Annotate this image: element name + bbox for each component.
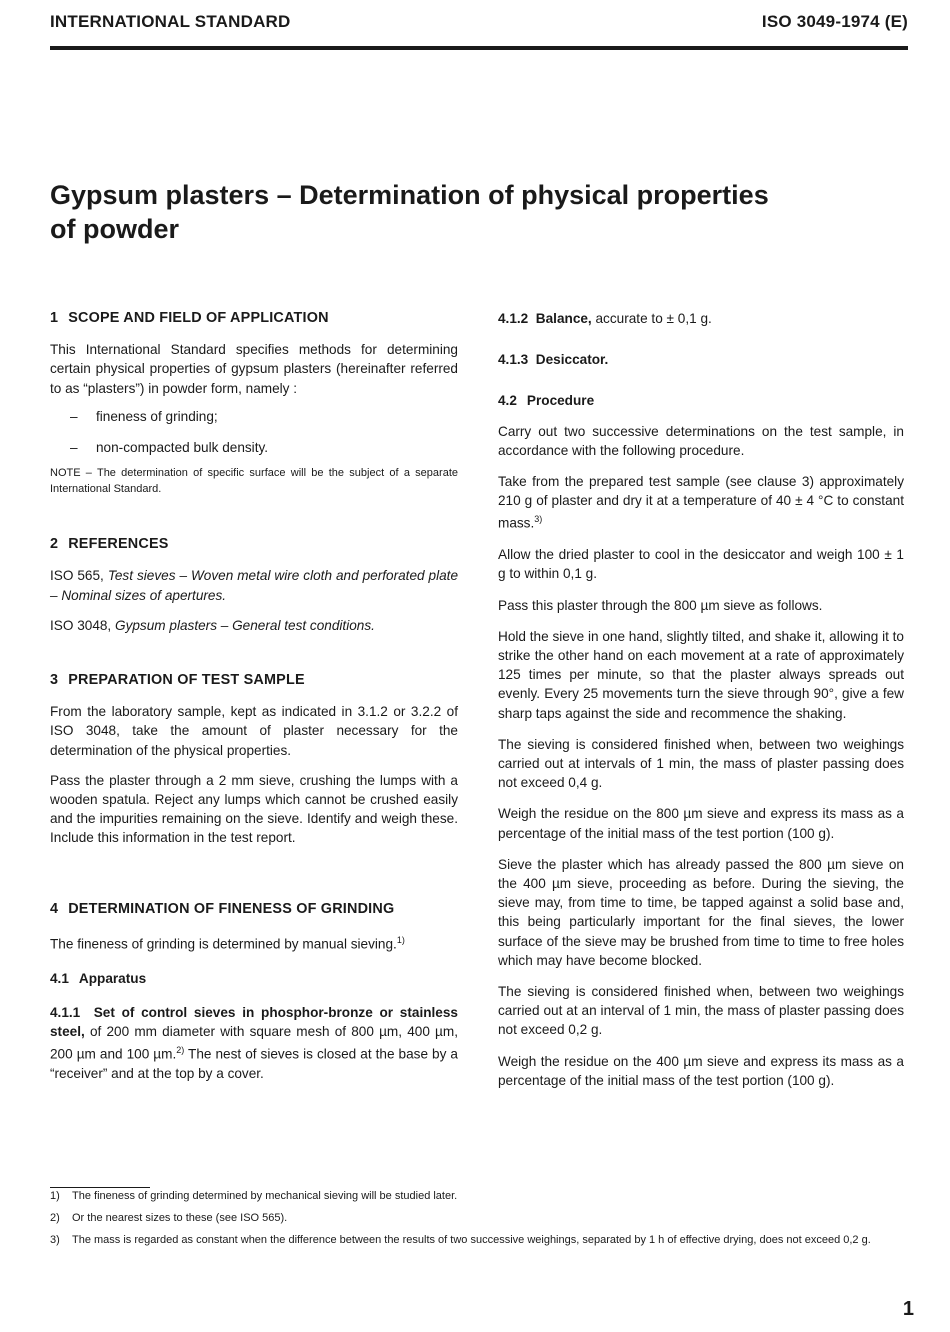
- page-title: [50, 178, 890, 246]
- procedure-paragraph-hold: Hold the sieve in one hand, slightly tilted, and shake it, allowing it to strike the other hand on each movement at a rate of approximately 125 times per minute, so that the plaster always spreads out evenly. Every 25 movements turn the sieve through 90°, give a few sharp taps against the side and recommence the shaking.: [498, 628, 904, 721]
- footnote: 1) The fineness of grinding determined by mechanical sieving will be studied later.: [50, 1190, 458, 1202]
- reference-iso-3048: ISO 3048, Gypsum plasters – General test conditions.: [50, 617, 375, 633]
- list-item: – non-compacted bulk density.: [50, 438, 458, 457]
- page-number: 1: [902, 1298, 914, 1320]
- procedure-paragraph-weigh-2: Weigh the residue on the 400 µm sieve and express its mass as a percentage of the initial mass of the test portion (100 g).: [498, 1053, 904, 1088]
- procedure-paragraph-sieving-1: The sieving is considered finished when, between two weighings carried out at intervals of 1 min, the mass of plaster passing does not exceed 0,4 g.: [498, 736, 904, 791]
- title-line-2: of powder: [50, 214, 179, 244]
- footnote-ref-2: 2): [176, 1045, 185, 1056]
- footnotes: [50, 1189, 906, 1255]
- section-4-1-3-paragraph: 4.1.3 Desiccator.: [498, 352, 609, 368]
- reference-iso-565: ISO 565, Test sieves – Woven metal wire cloth and perforated plate – Nominal sizes of apertures.: [50, 568, 459, 603]
- procedure-paragraph-allow: Allow the dried plaster to cool in the desiccator and weigh 100 ± 1 g to within 0,1 g.: [498, 547, 904, 582]
- section-4-1-1-heading: Set of control sieves in phosphor-bronze or stainless steel,: [50, 1004, 458, 1039]
- procedure-paragraph-pass: Pass this plaster through the 800 µm sieve as follows.: [498, 597, 823, 613]
- procedure-paragraph-sieving-2: The sieving is considered finished when, between two weighings carried out at an interval of 1 min, the mass of plaster passing does not exceed 0,2 g.: [498, 984, 904, 1038]
- section-3-paragraph-2: Pass the plaster through a 2 mm sieve, crushing the lumps with a wooden spatula. Reject any lumps which cannot be crushed easily and the impurities remaining on the sieve. Identify and weigh these. Include this information in the test report.: [50, 772, 458, 846]
- section-3-paragraph-1: From the laboratory sample, kept as indicated in 3.1.2 or 3.2.2 of ISO 3048, take the amount of plaster necessary for the determination of the physical properties.: [50, 704, 458, 758]
- left-column: [50, 309, 458, 1083]
- procedure-paragraph-sieve-2: Sieve the plaster which has already passed the 800 µm sieve on the 400 µm sieve, proceeding as before. During the sieving, the sieve may, from time to time, be tapped against a solid base and, this being particularly important for the final sieves, the lower surface of the sieve may be brushed from time to time to free holes which may have become blocked.: [498, 856, 904, 968]
- list-item: – fineness of grinding;: [50, 407, 458, 426]
- header-rule: [50, 46, 908, 50]
- section-1-list: [50, 407, 458, 457]
- section-1-paragraph: This International Standard specifies methods for determining certain physical properties of gypsum plasters (hereinafter referred to as “plasters”) in powder form, namely :: [50, 342, 458, 396]
- procedure-paragraph-carry-out: Carry out two successive determinations on the test sample, in accordance with the following procedure.: [498, 423, 904, 458]
- document-header-left: INTERNATIONAL STANDARD: [50, 12, 291, 31]
- section-4-2-heading: 4.2 Procedure: [498, 393, 595, 409]
- document-header-right: ISO 3049-1974 (E): [761, 12, 908, 31]
- footnote: 2) Or the nearest sizes to these (see ISO 565).: [50, 1212, 288, 1224]
- procedure-paragraph-take: Take from the prepared test sample (see clause 3) approximately 210 g of plaster and dry it at a temperature of 40 ± 4 °C to constant mass.$^{3)}$: [498, 474, 904, 531]
- section-1-heading: 1 SCOPE AND FIELD OF APPLICATION: [50, 310, 329, 326]
- procedure-paragraph-weigh-1: Weigh the residue on the 800 µm sieve and express its mass as a percentage of the initial mass of the test portion (100 g).: [498, 806, 904, 841]
- section-4-1-heading: 4.1 Apparatus: [50, 970, 147, 986]
- footnote-ref-1: 1): [396, 934, 405, 945]
- section-4-1-1-number: 4.1.1: [50, 1004, 81, 1020]
- footnote: 3) The mass is regarded as constant when the difference between the results of two successive weighings, separated by 1 h of effective drying, does not exceed 0,2 g.: [50, 1234, 871, 1246]
- section-4-1-1-paragraph: 4.1.1 Set of control sieves in phosphor-bronze or stainless steel, of 200 mm diameter with square mesh of 800 µm, 400 µm, 200 µm and 100 µm.$^{2)}$ The nest of sieves is closed at the base by a “receiver” and at the top by a cover.: [50, 1004, 458, 1081]
- section-4-1-2-paragraph: 4.1.2 Balance, accurate to ± 0,1 g.: [498, 311, 712, 326]
- section-4-paragraph: The fineness of grinding is determined by manual sieving.$^{1)}$: [50, 934, 405, 952]
- section-1-note: NOTE – The determination of specific surface will be the subject of a separate International Standard.: [50, 467, 458, 495]
- footnote-ref-3: 3): [534, 514, 543, 525]
- right-column: [498, 309, 904, 1090]
- section-2-heading: 2 REFERENCES: [50, 536, 169, 553]
- section-4-heading: 4 DETERMINATION OF FINENESS OF GRINDING: [50, 900, 395, 917]
- title-line-1: Gypsum plasters – Determination of physical properties: [50, 180, 769, 210]
- footnote-rule: [50, 1187, 150, 1188]
- section-3-heading: 3 PREPARATION OF TEST SAMPLE: [50, 672, 305, 689]
